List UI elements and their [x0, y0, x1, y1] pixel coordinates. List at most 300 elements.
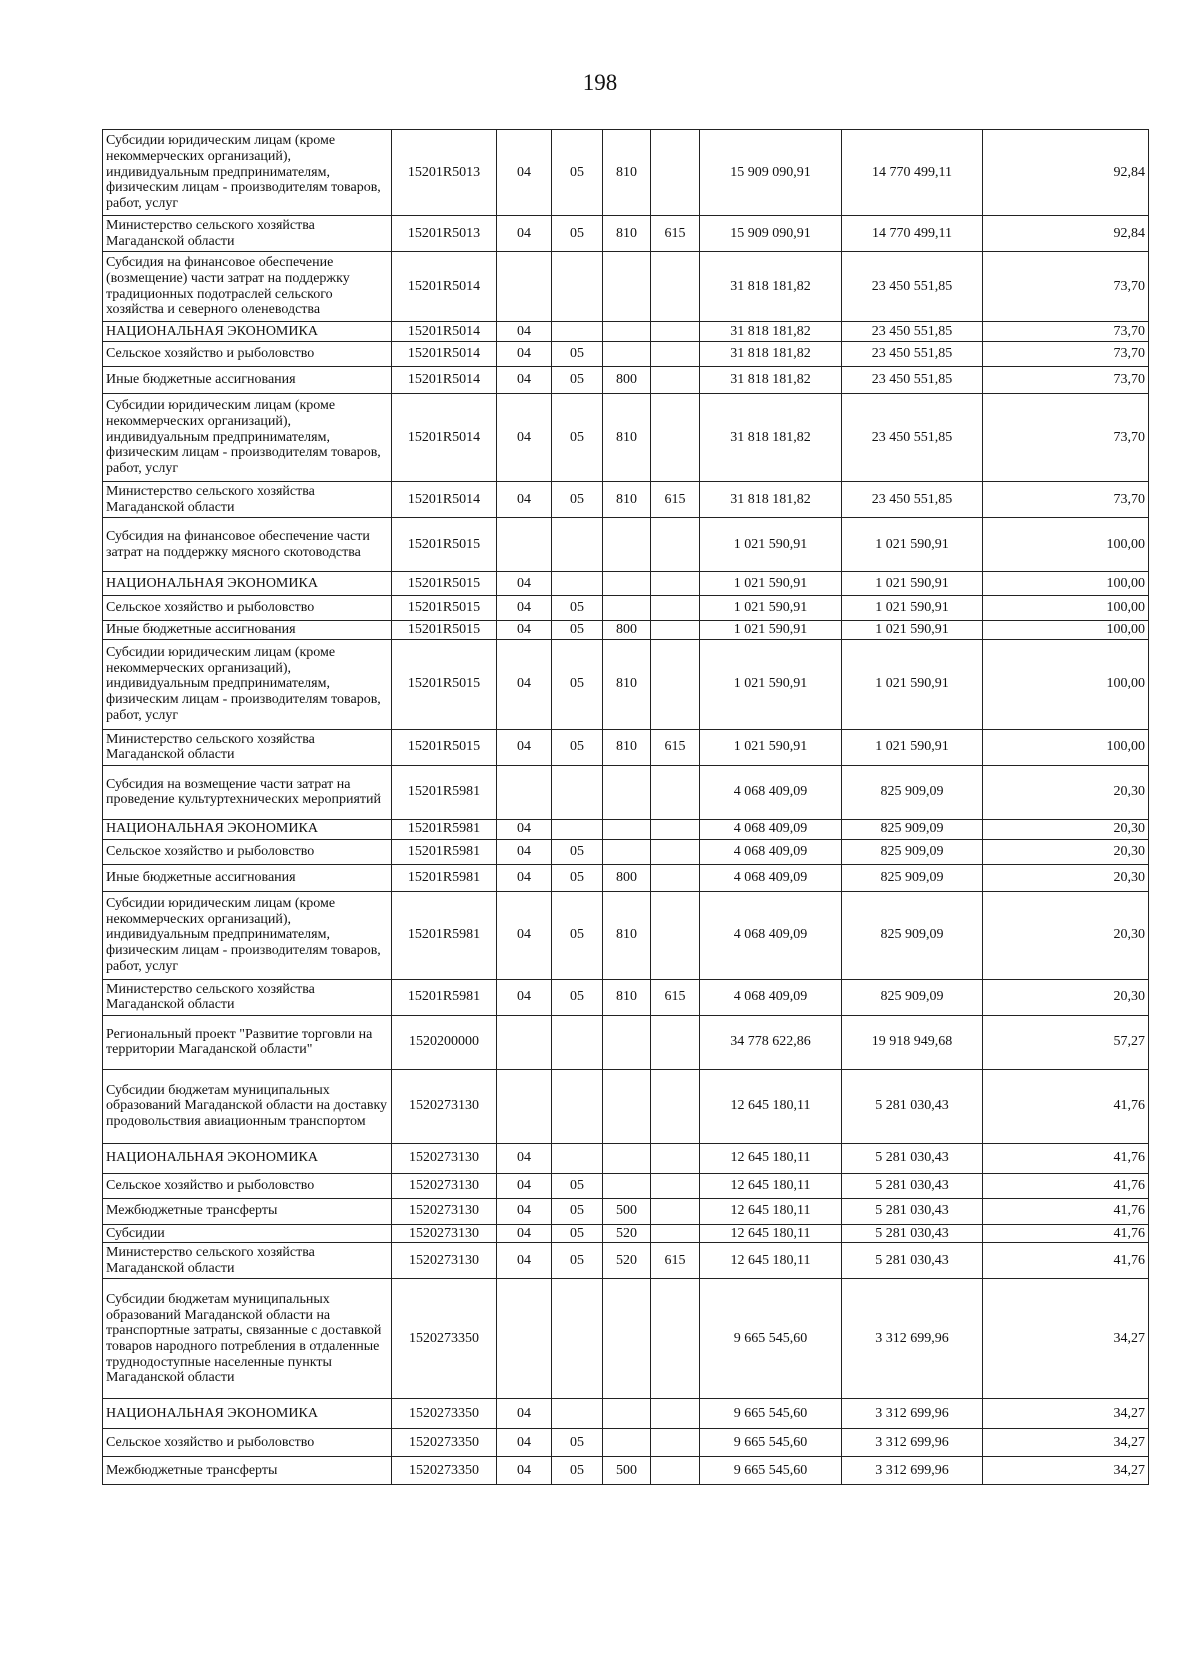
row-percent: 41,76: [983, 1069, 1149, 1143]
row-administrator: [651, 572, 700, 596]
row-subsection: 05: [552, 342, 603, 367]
row-code: 1520273350: [392, 1399, 497, 1429]
row-actual-amount: 23 450 551,85: [842, 322, 983, 342]
table-row: [103, 367, 1149, 394]
row-percent: 20,30: [983, 819, 1149, 839]
table-row: [103, 1015, 1149, 1069]
row-section: 04: [497, 367, 552, 394]
row-actual-amount: 825 909,09: [842, 864, 983, 891]
row-administrator: [651, 1279, 700, 1399]
row-subsection: 05: [552, 891, 603, 979]
row-subsection: 05: [552, 216, 603, 252]
table-row: [103, 518, 1149, 572]
row-name: НАЦИОНАЛЬНАЯ ЭКОНОМИКА: [103, 819, 392, 839]
row-expense-type: 810: [603, 216, 651, 252]
budget-table: [102, 129, 1149, 1485]
row-actual-amount: 5 281 030,43: [842, 1069, 983, 1143]
row-expense-type: 810: [603, 891, 651, 979]
row-percent: 34,27: [983, 1457, 1149, 1485]
row-administrator: [651, 130, 700, 216]
row-expense-type: [603, 1069, 651, 1143]
table-row: [103, 621, 1149, 640]
row-percent: 73,70: [983, 367, 1149, 394]
row-code: 15201R5981: [392, 765, 497, 819]
table-row: [103, 765, 1149, 819]
row-expense-type: [603, 342, 651, 367]
row-subsection: 05: [552, 482, 603, 518]
row-code: 15201R5014: [392, 322, 497, 342]
row-percent: 41,76: [983, 1224, 1149, 1243]
table-row: [103, 891, 1149, 979]
row-plan-amount: 4 068 409,09: [700, 891, 842, 979]
row-plan-amount: 1 021 590,91: [700, 518, 842, 572]
table-row: [103, 342, 1149, 367]
row-actual-amount: 5 281 030,43: [842, 1143, 983, 1173]
row-plan-amount: 15 909 090,91: [700, 130, 842, 216]
row-plan-amount: 31 818 181,82: [700, 322, 842, 342]
row-expense-type: [603, 518, 651, 572]
row-plan-amount: 31 818 181,82: [700, 394, 842, 482]
table-row: [103, 864, 1149, 891]
row-name: НАЦИОНАЛЬНАЯ ЭКОНОМИКА: [103, 1399, 392, 1429]
row-name: Сельское хозяйство и рыболовство: [103, 342, 392, 367]
row-subsection: 05: [552, 839, 603, 864]
row-section: 04: [497, 216, 552, 252]
row-code: 15201R5981: [392, 819, 497, 839]
table-row: [103, 1429, 1149, 1457]
row-code: 15201R5013: [392, 130, 497, 216]
row-code: 15201R5014: [392, 342, 497, 367]
row-subsection: 05: [552, 864, 603, 891]
row-subsection: 05: [552, 394, 603, 482]
row-name: Министерство сельского хозяйства Магаданской области: [103, 979, 392, 1015]
row-name: Субсидии юридическим лицам (кроме некоммерческих организаций), индивидуальным предпринимателям, физическим лицам - производителям товаров, работ, услуг: [103, 639, 392, 729]
row-expense-type: 520: [603, 1243, 651, 1279]
row-expense-type: [603, 1399, 651, 1429]
row-actual-amount: 1 021 590,91: [842, 729, 983, 765]
row-administrator: 615: [651, 482, 700, 518]
row-section: [497, 1279, 552, 1399]
row-actual-amount: 3 312 699,96: [842, 1429, 983, 1457]
table-row: [103, 322, 1149, 342]
row-code: 15201R5981: [392, 864, 497, 891]
row-section: 04: [497, 864, 552, 891]
row-administrator: [651, 839, 700, 864]
row-percent: 100,00: [983, 621, 1149, 640]
row-section: [497, 765, 552, 819]
row-expense-type: 800: [603, 621, 651, 640]
table-row: [103, 1069, 1149, 1143]
row-plan-amount: 1 021 590,91: [700, 621, 842, 640]
row-percent: 20,30: [983, 891, 1149, 979]
table-row: [103, 596, 1149, 621]
row-percent: 73,70: [983, 482, 1149, 518]
row-administrator: [651, 1224, 700, 1243]
row-subsection: [552, 1143, 603, 1173]
row-percent: 100,00: [983, 518, 1149, 572]
row-code: 1520273350: [392, 1429, 497, 1457]
row-section: 04: [497, 1429, 552, 1457]
row-percent: 34,27: [983, 1429, 1149, 1457]
row-percent: 92,84: [983, 216, 1149, 252]
row-plan-amount: 1 021 590,91: [700, 596, 842, 621]
row-actual-amount: 23 450 551,85: [842, 394, 983, 482]
row-section: 04: [497, 979, 552, 1015]
row-expense-type: [603, 1173, 651, 1198]
row-code: 15201R5981: [392, 839, 497, 864]
row-code: 15201R5014: [392, 252, 497, 322]
row-code: 15201R5015: [392, 639, 497, 729]
row-actual-amount: 3 312 699,96: [842, 1279, 983, 1399]
table-row: [103, 729, 1149, 765]
table-row: [103, 1173, 1149, 1198]
row-subsection: [552, 819, 603, 839]
row-section: 04: [497, 729, 552, 765]
row-section: 04: [497, 482, 552, 518]
row-percent: 20,30: [983, 839, 1149, 864]
row-section: [497, 1015, 552, 1069]
row-expense-type: [603, 1143, 651, 1173]
row-subsection: 05: [552, 596, 603, 621]
row-code: 1520273130: [392, 1224, 497, 1243]
row-name: Министерство сельского хозяйства Магаданской области: [103, 1243, 392, 1279]
row-percent: 100,00: [983, 596, 1149, 621]
row-expense-type: 500: [603, 1457, 651, 1485]
row-actual-amount: 1 021 590,91: [842, 621, 983, 640]
table-row: [103, 1198, 1149, 1224]
row-subsection: 05: [552, 639, 603, 729]
row-expense-type: [603, 596, 651, 621]
row-actual-amount: 825 909,09: [842, 819, 983, 839]
row-code: 15201R5014: [392, 482, 497, 518]
row-name: Субсидия на финансовое обеспечение части затрат на поддержку мясного скотоводства: [103, 518, 392, 572]
row-code: 15201R5981: [392, 891, 497, 979]
row-plan-amount: 4 068 409,09: [700, 979, 842, 1015]
row-code: 1520273130: [392, 1143, 497, 1173]
row-actual-amount: 1 021 590,91: [842, 572, 983, 596]
row-actual-amount: 14 770 499,11: [842, 216, 983, 252]
row-percent: 41,76: [983, 1243, 1149, 1279]
row-expense-type: [603, 1015, 651, 1069]
row-subsection: 05: [552, 621, 603, 640]
row-percent: 73,70: [983, 342, 1149, 367]
row-name: Региональный проект "Развитие торговли на территории Магаданской области": [103, 1015, 392, 1069]
row-subsection: 05: [552, 1243, 603, 1279]
row-plan-amount: 12 645 180,11: [700, 1143, 842, 1173]
row-percent: 20,30: [983, 765, 1149, 819]
row-subsection: 05: [552, 1224, 603, 1243]
row-administrator: [651, 765, 700, 819]
row-administrator: [651, 1399, 700, 1429]
row-subsection: [552, 1399, 603, 1429]
table-row: [103, 1143, 1149, 1173]
row-code: 15201R5013: [392, 216, 497, 252]
row-plan-amount: 4 068 409,09: [700, 864, 842, 891]
row-plan-amount: 1 021 590,91: [700, 729, 842, 765]
row-administrator: [651, 1198, 700, 1224]
row-subsection: [552, 1069, 603, 1143]
row-section: 04: [497, 639, 552, 729]
row-section: [497, 1069, 552, 1143]
row-percent: 20,30: [983, 979, 1149, 1015]
row-plan-amount: 31 818 181,82: [700, 342, 842, 367]
row-administrator: 615: [651, 1243, 700, 1279]
row-name: Сельское хозяйство и рыболовство: [103, 839, 392, 864]
row-administrator: [651, 864, 700, 891]
row-actual-amount: 3 312 699,96: [842, 1399, 983, 1429]
table-row: [103, 639, 1149, 729]
row-expense-type: [603, 1279, 651, 1399]
row-percent: 34,27: [983, 1279, 1149, 1399]
row-actual-amount: 1 021 590,91: [842, 596, 983, 621]
row-name: Субсидии бюджетам муниципальных образований Магаданской области на транспортные затраты, связанные с доставкой товаров народного потребления в отдаленные труднодоступные населенные пункты Магаданской области: [103, 1279, 392, 1399]
row-code: 1520273130: [392, 1198, 497, 1224]
row-plan-amount: 9 665 545,60: [700, 1399, 842, 1429]
row-section: 04: [497, 572, 552, 596]
row-code: 15201R5015: [392, 572, 497, 596]
row-expense-type: 810: [603, 394, 651, 482]
row-administrator: [651, 891, 700, 979]
row-subsection: 05: [552, 367, 603, 394]
row-name: Межбюджетные трансферты: [103, 1198, 392, 1224]
table-row: [103, 394, 1149, 482]
row-percent: 41,76: [983, 1143, 1149, 1173]
row-name: Сельское хозяйство и рыболовство: [103, 1429, 392, 1457]
row-name: Субсидия на возмещение части затрат на проведение культуртехнических мероприятий: [103, 765, 392, 819]
row-plan-amount: 12 645 180,11: [700, 1198, 842, 1224]
row-name: НАЦИОНАЛЬНАЯ ЭКОНОМИКА: [103, 572, 392, 596]
row-subsection: [552, 1279, 603, 1399]
row-section: 04: [497, 1457, 552, 1485]
row-percent: 100,00: [983, 639, 1149, 729]
row-code: 1520273350: [392, 1457, 497, 1485]
row-subsection: 05: [552, 979, 603, 1015]
row-subsection: 05: [552, 729, 603, 765]
row-actual-amount: 14 770 499,11: [842, 130, 983, 216]
row-percent: 100,00: [983, 572, 1149, 596]
row-administrator: [651, 1429, 700, 1457]
row-name: Субсидия на финансовое обеспечение (возмещение) части затрат на поддержку традиционных подотраслей сельского хозяйства и северного оленеводства: [103, 252, 392, 322]
row-administrator: [651, 1015, 700, 1069]
row-actual-amount: 825 909,09: [842, 765, 983, 819]
row-name: Министерство сельского хозяйства Магаданской области: [103, 216, 392, 252]
row-actual-amount: 3 312 699,96: [842, 1457, 983, 1485]
row-percent: 20,30: [983, 864, 1149, 891]
table-row: [103, 819, 1149, 839]
row-name: Иные бюджетные ассигнования: [103, 621, 392, 640]
row-actual-amount: 23 450 551,85: [842, 252, 983, 322]
row-plan-amount: 12 645 180,11: [700, 1173, 842, 1198]
row-administrator: [651, 621, 700, 640]
row-name: Межбюджетные трансферты: [103, 1457, 392, 1485]
row-actual-amount: 825 909,09: [842, 839, 983, 864]
row-code: 15201R5015: [392, 596, 497, 621]
row-expense-type: [603, 839, 651, 864]
table-row: [103, 1224, 1149, 1243]
row-subsection: 05: [552, 1457, 603, 1485]
row-name: НАЦИОНАЛЬНАЯ ЭКОНОМИКА: [103, 1143, 392, 1173]
row-administrator: [651, 1173, 700, 1198]
row-expense-type: [603, 765, 651, 819]
row-plan-amount: 12 645 180,11: [700, 1243, 842, 1279]
row-section: 04: [497, 1224, 552, 1243]
row-subsection: [552, 765, 603, 819]
row-expense-type: [603, 252, 651, 322]
row-expense-type: 810: [603, 482, 651, 518]
row-name: Субсидии: [103, 1224, 392, 1243]
row-percent: 73,70: [983, 394, 1149, 482]
row-plan-amount: 9 665 545,60: [700, 1279, 842, 1399]
row-percent: 41,76: [983, 1173, 1149, 1198]
row-name: Иные бюджетные ассигнования: [103, 864, 392, 891]
row-section: 04: [497, 819, 552, 839]
row-name: НАЦИОНАЛЬНАЯ ЭКОНОМИКА: [103, 322, 392, 342]
row-actual-amount: 23 450 551,85: [842, 342, 983, 367]
row-subsection: 05: [552, 1429, 603, 1457]
row-actual-amount: 825 909,09: [842, 979, 983, 1015]
row-actual-amount: 5 281 030,43: [842, 1173, 983, 1198]
row-plan-amount: 9 665 545,60: [700, 1429, 842, 1457]
table-row: [103, 1243, 1149, 1279]
row-administrator: [651, 819, 700, 839]
row-section: [497, 252, 552, 322]
row-actual-amount: 23 450 551,85: [842, 482, 983, 518]
row-name: Сельское хозяйство и рыболовство: [103, 1173, 392, 1198]
row-section: 04: [497, 596, 552, 621]
row-percent: 92,84: [983, 130, 1149, 216]
row-expense-type: [603, 322, 651, 342]
row-plan-amount: 31 818 181,82: [700, 482, 842, 518]
row-section: 04: [497, 1173, 552, 1198]
table-row: [103, 979, 1149, 1015]
row-administrator: 615: [651, 216, 700, 252]
row-code: 1520273130: [392, 1173, 497, 1198]
row-administrator: [651, 252, 700, 322]
row-section: 04: [497, 1143, 552, 1173]
row-percent: 34,27: [983, 1399, 1149, 1429]
row-administrator: [651, 367, 700, 394]
row-subsection: 05: [552, 130, 603, 216]
row-code: 1520200000: [392, 1015, 497, 1069]
row-plan-amount: 34 778 622,86: [700, 1015, 842, 1069]
row-plan-amount: 15 909 090,91: [700, 216, 842, 252]
row-subsection: 05: [552, 1198, 603, 1224]
row-section: 04: [497, 621, 552, 640]
row-code: 15201R5014: [392, 394, 497, 482]
table-row: [103, 1399, 1149, 1429]
row-name: Министерство сельского хозяйства Магаданской области: [103, 482, 392, 518]
row-administrator: 615: [651, 979, 700, 1015]
row-administrator: [651, 342, 700, 367]
row-section: 04: [497, 1243, 552, 1279]
row-subsection: 05: [552, 1173, 603, 1198]
row-plan-amount: 4 068 409,09: [700, 819, 842, 839]
row-section: 04: [497, 130, 552, 216]
row-subsection: [552, 252, 603, 322]
row-name: Субсидии юридическим лицам (кроме некоммерческих организаций), индивидуальным предпринимателям, физическим лицам - производителям товаров, работ, услуг: [103, 891, 392, 979]
row-actual-amount: 19 918 949,68: [842, 1015, 983, 1069]
table-row: [103, 839, 1149, 864]
row-administrator: [651, 1069, 700, 1143]
row-name: Субсидии юридическим лицам (кроме некоммерческих организаций), индивидуальным предпринимателям, физическим лицам - производителям товаров, работ, услуг: [103, 130, 392, 216]
row-code: 15201R5981: [392, 979, 497, 1015]
row-actual-amount: 1 021 590,91: [842, 518, 983, 572]
row-subsection: [552, 1015, 603, 1069]
table-body: [103, 130, 1149, 1485]
row-section: [497, 518, 552, 572]
row-code: 1520273130: [392, 1243, 497, 1279]
row-code: 1520273130: [392, 1069, 497, 1143]
row-actual-amount: 1 021 590,91: [842, 639, 983, 729]
row-administrator: [651, 1143, 700, 1173]
row-expense-type: 810: [603, 130, 651, 216]
row-section: 04: [497, 342, 552, 367]
row-expense-type: [603, 1429, 651, 1457]
row-code: 1520273350: [392, 1279, 497, 1399]
row-subsection: [552, 572, 603, 596]
row-name: Субсидии юридическим лицам (кроме некоммерческих организаций), индивидуальным предпринимателям, физическим лицам - производителям товаров, работ, услуг: [103, 394, 392, 482]
row-expense-type: 810: [603, 729, 651, 765]
row-administrator: [651, 639, 700, 729]
row-code: 15201R5015: [392, 621, 497, 640]
row-expense-type: 810: [603, 639, 651, 729]
row-actual-amount: 5 281 030,43: [842, 1243, 983, 1279]
row-name: Субсидии бюджетам муниципальных образований Магаданской области на доставку продовольствия авиационным транспортом: [103, 1069, 392, 1143]
row-section: 04: [497, 394, 552, 482]
row-plan-amount: 4 068 409,09: [700, 765, 842, 819]
row-name: Министерство сельского хозяйства Магаданской области: [103, 729, 392, 765]
row-percent: 73,70: [983, 252, 1149, 322]
row-actual-amount: 825 909,09: [842, 891, 983, 979]
row-actual-amount: 23 450 551,85: [842, 367, 983, 394]
row-expense-type: 800: [603, 367, 651, 394]
row-administrator: [651, 322, 700, 342]
row-administrator: [651, 518, 700, 572]
row-percent: 100,00: [983, 729, 1149, 765]
table-row: [103, 572, 1149, 596]
row-expense-type: 810: [603, 979, 651, 1015]
row-section: 04: [497, 1198, 552, 1224]
row-code: 15201R5015: [392, 729, 497, 765]
row-plan-amount: 1 021 590,91: [700, 639, 842, 729]
row-subsection: [552, 322, 603, 342]
row-plan-amount: 1 021 590,91: [700, 572, 842, 596]
row-name: Иные бюджетные ассигнования: [103, 367, 392, 394]
row-expense-type: [603, 572, 651, 596]
row-code: 15201R5014: [392, 367, 497, 394]
row-plan-amount: 12 645 180,11: [700, 1069, 842, 1143]
row-expense-type: [603, 819, 651, 839]
table-row: [103, 1279, 1149, 1399]
row-administrator: [651, 596, 700, 621]
row-administrator: 615: [651, 729, 700, 765]
row-actual-amount: 5 281 030,43: [842, 1224, 983, 1243]
row-plan-amount: 31 818 181,82: [700, 252, 842, 322]
row-section: 04: [497, 891, 552, 979]
row-percent: 57,27: [983, 1015, 1149, 1069]
row-expense-type: 520: [603, 1224, 651, 1243]
row-administrator: [651, 394, 700, 482]
row-code: 15201R5015: [392, 518, 497, 572]
table-row: [103, 252, 1149, 322]
table-row: [103, 1457, 1149, 1485]
row-administrator: [651, 1457, 700, 1485]
row-section: 04: [497, 1399, 552, 1429]
row-plan-amount: 9 665 545,60: [700, 1457, 842, 1485]
table-row: [103, 216, 1149, 252]
row-subsection: [552, 518, 603, 572]
row-name: Сельское хозяйство и рыболовство: [103, 596, 392, 621]
